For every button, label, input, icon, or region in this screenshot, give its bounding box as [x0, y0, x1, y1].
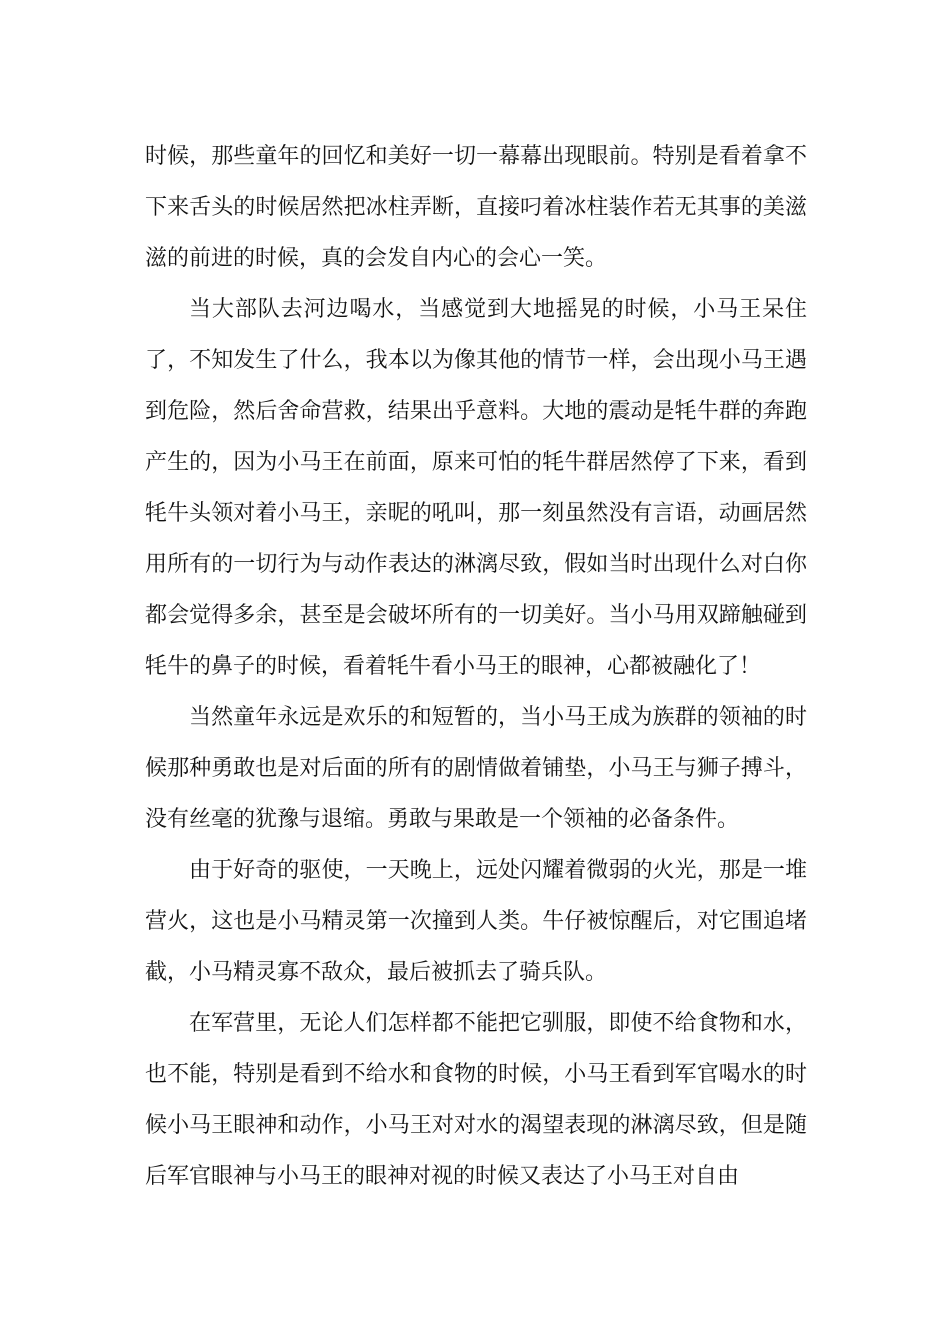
paragraph-5: 在军营里，无论人们怎样都不能把它驯服，即使不给食物和水，也不能，特别是看到不给水和食物的时候，小马王看到军官喝水的时候小马王眼神和动作，小马王对对水的渴望表现的淋漓尽致，但是随后军官眼神与小马王的眼神对视的时候又表达了小马王对自由 — [145, 1011, 807, 1189]
paragraph-4: 由于好奇的驱使，一天晚上，远处闪耀着微弱的火光，那是一堆营火，这也是小马精灵第一次撞到人类。牛仔被惊醒后，对它围追堵截，小马精灵寡不敌众，最后被抓去了骑兵队。 — [145, 858, 807, 985]
paragraph-3: 当然童年永远是欢乐的和短暂的，当小马王成为族群的领袖的时候那种勇敢也是对后面的所有的剧情做着铺垫，小马王与狮子搏斗，没有丝毫的犹豫与退缩。勇敢与果敢是一个领袖的必备条件。 — [145, 705, 807, 832]
document-body — [145, 131, 807, 1202]
paragraph-1: 时候，那些童年的回忆和美好一切一幕幕出现眼前。特别是看着拿不下来舌头的时候居然把冰柱弄断，直接叼着冰柱装作若无其事的美滋滋的前进的时候，真的会发自内心的会心一笑。 — [145, 144, 807, 271]
paragraph-2: 当大部队去河边喝水，当感觉到大地摇晃的时候，小马王呆住了，不知发生了什么，我本以为像其他的情节一样，会出现小马王遇到危险，然后舍命营救，结果出乎意料。大地的震动是牦牛群的奔跑产生的，因为小马王在前面，原来可怕的牦牛群居然停了下来，看到牦牛头领对着小马王，亲昵的吼叫，那一刻虽然没有言语，动画居然用所有的一切行为与动作表达的淋漓尽致，假如当时出现什么对白你都会觉得多余，甚至是会破坏所有的一切美好。当小马用双蹄触碰到牦牛的鼻子的时候，看着牦牛看小马王的眼神，心都被融化了！ — [145, 297, 807, 679]
